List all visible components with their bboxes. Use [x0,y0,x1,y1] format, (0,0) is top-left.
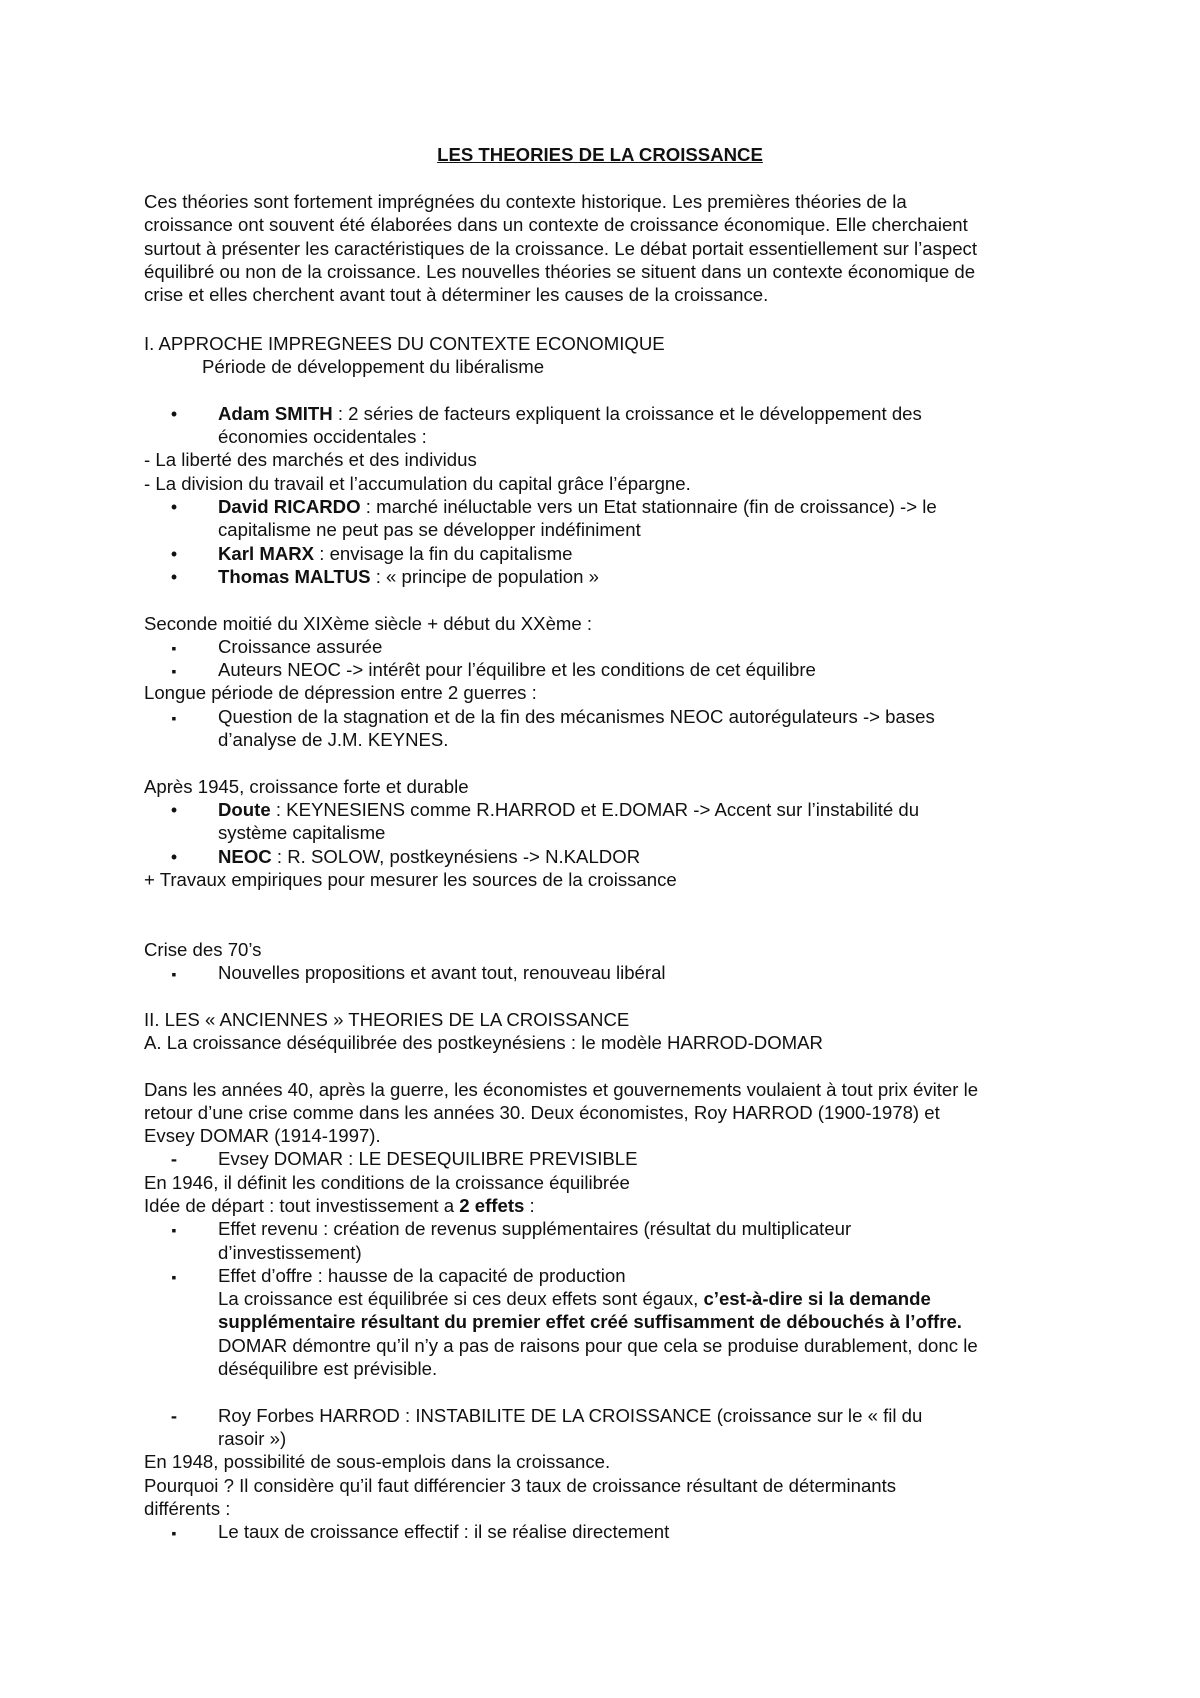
bullet-icon [164,565,184,589]
author-name: Adam SMITH [218,402,333,424]
author-name: NEOC [218,845,272,867]
bullet-icon [164,542,184,566]
bullet-continuation [144,1334,1064,1357]
author-text: capitalisme ne peut pas se développer indéfiniment [218,519,641,541]
blank-line [144,914,1064,937]
bullet-harrod [144,1404,1064,1427]
author-text: système capitalisme [218,822,386,844]
section-2-subheading: A. La croissance déséquilibrée des postkeynésiens : le modèle HARROD-DOMAR [144,1031,823,1053]
bullet-text: La croissance est équilibrée si ces deux effets sont égaux, [218,1288,704,1310]
bullet-icon [164,798,184,822]
intro-line: Ces théories sont fortement imprégnées du contexte historique. Les premières théories de la [144,191,907,212]
bullet-item [144,658,1064,681]
section-2-heading: II. LES « ANCIENNES » THEORIES DE LA CROISSANCE [144,1008,630,1030]
blank-line [144,588,1064,611]
bullet-adam-smith [144,402,1064,425]
page-title: LES THEORIES DE LA CROISSANCE [437,144,763,165]
section-1-subheading: Période de développement du libéralisme [202,356,545,378]
bullet-icon [164,845,184,869]
bullet-text: DOMAR démontre qu’il n’y a pas de raisons pour que cela se produise durablement, donc le [218,1334,978,1356]
section-1 [144,332,1064,1543]
author-name: Karl MARX [218,542,315,564]
body-text: : [524,1194,535,1216]
bullet-text: Croissance assurée [218,635,383,657]
bullet-text: Roy Forbes HARROD : INSTABILITE DE LA CROISSANCE (croissance sur le « fil du [218,1404,923,1426]
body-line: En 1948, possibilité de sous-emplois dans la croissance. [144,1451,611,1473]
bullet-domar [144,1147,1064,1170]
blank-line [144,751,1064,774]
para-line: Evsey DOMAR (1914-1997). [144,1125,381,1147]
bullet-text: Auteurs NEOC -> intérêt pour l’équilibre et les conditions de cet équilibre [218,659,816,681]
author-name: Thomas MALTUS [218,565,371,587]
square-bullet-icon [164,1217,184,1242]
author-text: : « principe de population » [370,565,600,587]
bullet-bold: c’est-à-dire si la demande [703,1288,931,1310]
bullet-text: Effet d’offre : hausse de la capacité de production [218,1264,626,1286]
bullet-text: d’investissement) [218,1241,362,1263]
bullet-doute [144,798,1064,821]
bullet-text: rasoir ») [218,1427,287,1449]
bullet-icon [164,402,184,426]
body-line: différents : [144,1497,231,1519]
blank-line [144,984,1064,1007]
bullet-text: Question de la stagnation et de la fin des mécanismes NEOC autorégulateurs -> bases [218,705,935,727]
bullet-text: Le taux de croissance effectif : il se réalise directement [218,1521,670,1543]
author-name: David RICARDO [218,496,361,518]
bullet-text: Evsey DOMAR : LE DESEQUILIBRE PREVISIBLE [218,1148,638,1170]
square-bullet-icon [164,1520,184,1545]
square-bullet-icon [164,705,184,730]
bullet-icon [164,495,184,519]
intro-paragraph [144,190,1064,306]
bullet-item [144,961,1064,984]
period-heading: Après 1945, croissance forte et durable [144,775,469,797]
dash-bullet-icon [164,1147,184,1170]
bullet-continuation [144,425,1064,448]
bullet-continuation [144,728,1064,751]
bullet-continuation [144,1310,1064,1333]
square-bullet-icon [164,1264,184,1289]
body-bold: 2 effets [459,1194,525,1216]
author-text: : 2 séries de facteurs expliquent la croissance et le développement des [332,402,922,424]
bullet-item [144,1264,1064,1287]
bullet-item [144,635,1064,658]
body-line: Pourquoi ? Il considère qu’il faut différencier 3 taux de croissance résultant de déterminants [144,1474,897,1496]
author-text: économies occidentales : [218,426,427,448]
period-heading: Seconde moitié du XIXème siècle + début du XXème : [144,612,593,634]
bullet-text: Effet revenu : création de revenus supplémentaires (résultat du multiplicateur [218,1218,852,1240]
bullet-continuation [144,1427,1064,1450]
bullet-item [144,705,1064,728]
period-heading: Crise des 70’s [144,938,262,960]
bullet-marx [144,542,1064,565]
intro-line: surtout à présenter les caractéristiques de la croissance. Le débat portait essentiellement sur l’aspect [144,237,978,259]
bullet-bold: supplémentaire résultant du premier effet créé suffisamment de débouchés à l’offre. [218,1311,962,1333]
intro-line: crise et elles cherchent avant tout à déterminer les causes de la croissance. [144,284,769,306]
intro-line: croissance ont souvent été élaborées dans un contexte de croissance économique. Elle cherchaient [144,214,968,236]
bullet-continuation [144,1357,1064,1380]
bullet-text: Nouvelles propositions et avant tout, renouveau libéral [218,962,666,984]
plus-line: + Travaux empiriques pour mesurer les sources de la croissance [144,868,677,890]
blank-line [144,1054,1064,1077]
blank-line [144,891,1064,914]
dash-line: - La liberté des marchés et des individus [144,449,477,471]
bullet-continuation [144,518,1064,541]
body-line: En 1946, il définit les conditions de la croissance équilibrée [144,1171,630,1193]
intro-line: équilibré ou non de la croissance. Les nouvelles théories se situent dans un contexte économique de [144,260,976,282]
square-bullet-icon [164,658,184,683]
body-line [144,1194,1064,1217]
bullet-neoc [144,845,1064,868]
square-bullet-icon [164,961,184,986]
author-text: : envisage la fin du capitalisme [314,542,573,564]
bullet-ricardo [144,495,1064,518]
square-bullet-icon [164,635,184,660]
bullet-item [144,1217,1064,1240]
bullet-text: déséquilibre est prévisible. [218,1358,438,1380]
body-text: Idée de départ : tout investissement a [144,1194,460,1216]
dash-bullet-icon [164,1404,184,1427]
author-text: : R. SOLOW, postkeynésiens -> N.KALDOR [271,845,641,867]
author-name: Doute [218,798,271,820]
para-line: Dans les années 40, après la guerre, les économistes et gouvernements voulaient à tout prix éviter le [144,1078,979,1100]
bullet-continuation [144,821,1064,844]
bullet-item [144,1520,1064,1543]
blank-line [144,379,1064,402]
bullet-text: d’analyse de J.M. KEYNES. [218,729,449,751]
bullet-continuation [144,1241,1064,1264]
section-1-heading: I. APPROCHE IMPREGNEES DU CONTEXTE ECONOMIQUE [144,333,665,354]
period-heading: Longue période de dépression entre 2 guerres : [144,682,537,704]
para-line: retour d’une crise comme dans les années 30. Deux économistes, Roy HARROD (1900-1978) et [144,1101,940,1123]
bullet-maltus [144,565,1064,588]
blank-line [144,1380,1064,1403]
author-text: : KEYNESIENS comme R.HARROD et E.DOMAR -> Accent sur l’instabilité du [270,798,920,820]
bullet-continuation [144,1287,1064,1310]
dash-line: - La division du travail et l’accumulation du capital grâce l’épargne. [144,472,691,494]
author-text: : marché inéluctable vers un Etat stationnaire (fin de croissance) -> le [360,496,937,518]
